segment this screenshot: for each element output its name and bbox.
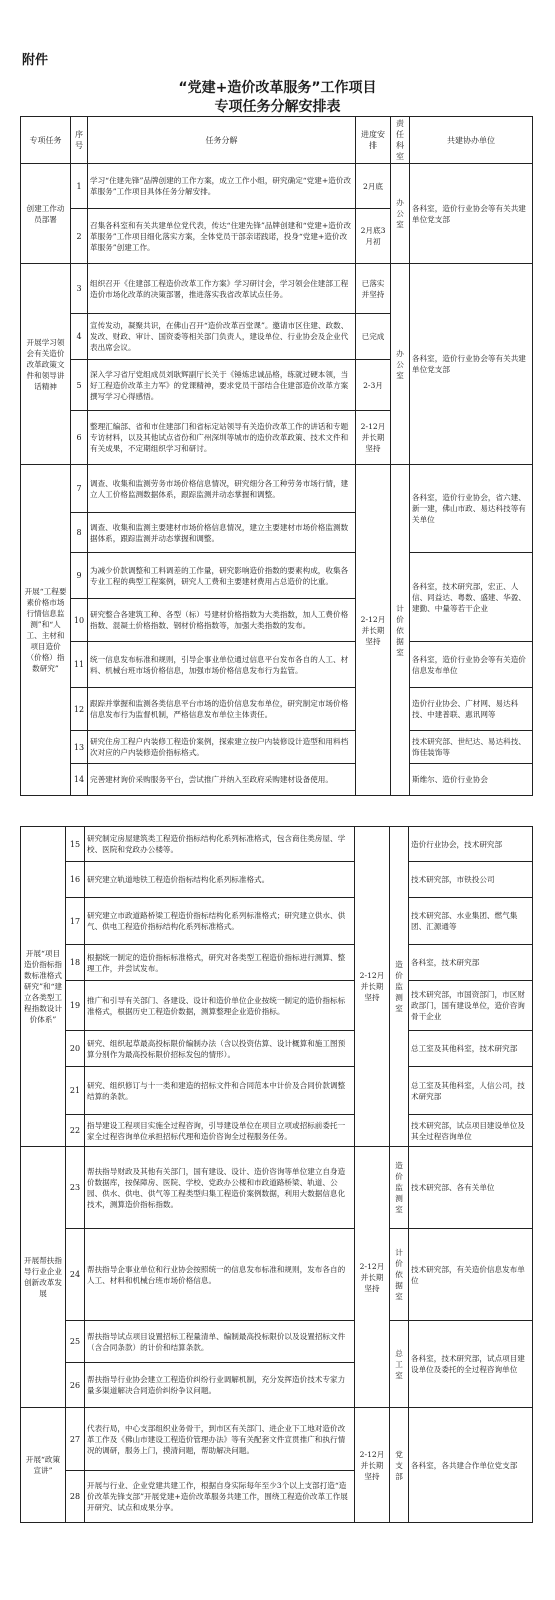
row-number: 23	[66, 1147, 85, 1229]
table-row	[21, 465, 533, 513]
table-row	[21, 764, 533, 796]
row-number: 2	[71, 209, 88, 264]
task-cell: 组织召开《住建部工程造价改革工作方案》学习研讨会，学习领会住建部工程造价市场化改革的决策部署，推进落实我省改革试点任务。	[88, 264, 356, 314]
attachment-label: 附件	[22, 53, 49, 68]
task-cell: 召集各科室和有关共建单位党代表，传达“住建先锋”品牌创建和“党建+造价改革服务”工作项目细化落实方案，全体党员干部亲诺践诺，投身“党建+造价改革服务”创建工作。	[88, 209, 356, 264]
task-cell: 调查、收集和监测主要建材市场价格信息情况，建立主要建材市场价格监测数据体系，跟踪监测并动态掌握和调整。	[88, 513, 356, 553]
task-cell: 统一信息发布标准和规则，引导企事业单位通过信息平台发布各自的人工、材料、机械台班市场价格信息，加强市场价格信息发布行为监管。	[88, 642, 356, 688]
units-cell: 各科室，技术研究部，宏正、人信、同益达、粤数、盛建、华盈、建勤、中量等若干企业	[410, 553, 533, 642]
category-cell: 创建工作动员部署	[21, 164, 71, 264]
table-row	[21, 553, 533, 599]
dept-cell: 计价依据室	[390, 1229, 409, 1321]
task-cell: 研究、组织起草最高投标限价编制办法（含以投资估算、设计概算和施工图预算分别作为最高投标限价招标发包的情形）。	[85, 1031, 355, 1067]
row-number: 7	[71, 465, 88, 513]
table-row	[21, 981, 533, 1031]
row-number: 6	[71, 411, 88, 465]
row-number: 24	[66, 1229, 85, 1321]
units-cell: 各科室，各共建合作单位党支部	[409, 1408, 533, 1523]
table-row	[21, 1031, 533, 1067]
category-cell: 开展帮扶指导行业企业创新改革发展	[21, 1147, 66, 1408]
units-cell: 技术研究部，市铁投公司	[409, 862, 533, 898]
row-number: 14	[71, 764, 88, 796]
units-cell: 技术研究部、水业集团、燃气集团、汇源通等	[409, 898, 533, 945]
row-number: 22	[66, 1115, 85, 1147]
row-number: 1	[71, 164, 88, 209]
dept-cell: 计价依据室	[391, 465, 410, 796]
units-cell: 各科室，技术研究部，试点项目建设单位及委托的全过程咨询单位	[409, 1321, 533, 1408]
table-row	[21, 731, 533, 764]
units-cell: 总工室及其他科室，技术研究部	[409, 1031, 533, 1067]
schedule-cell: 2月底3月初	[356, 209, 391, 264]
row-number: 19	[66, 981, 85, 1031]
category-cell: 开展“政策宣讲”	[21, 1408, 66, 1523]
task-cell: 帮扶指导财政及其他有关部门，国有建设、设计、造价咨询等单位建立自身造价数据库，按保障房、医院、学校、党政办公楼和市政道路桥梁、轨道、公园、供水、供电、供气等工程类型归集工程造价案例数据，利用大数据信息化技术，测算造价指标指数。	[85, 1147, 355, 1229]
task-cell: 指导建设工程项目实施全过程咨询，引导建设单位在项目立项或招标前委托一家全过程咨询单位承担招标代理和造价咨询全过程服务任务。	[85, 1115, 355, 1147]
schedule-cell: 已完成	[356, 314, 391, 360]
category-cell: 开展“工程要素价格市场行情信息监测”和“人工、主材和项目造价（价格）指数研究”	[21, 465, 71, 796]
table-row	[21, 862, 533, 898]
dept-cell: 总工室	[390, 1321, 409, 1408]
table-row	[21, 1115, 533, 1147]
header-units: 共建协办单位	[410, 117, 533, 164]
table-row	[21, 1229, 533, 1321]
row-number: 18	[66, 945, 85, 981]
row-number: 28	[66, 1471, 85, 1523]
header-schedule: 进度安排	[356, 117, 391, 164]
task-cell: 研究建立市政道路桥梁工程造价指标结构化系列标准格式；研究建立供水、供气、供电工程造价指标结构化系列标准格式。	[85, 898, 355, 945]
table-row	[21, 945, 533, 981]
table-row	[21, 1321, 533, 1363]
row-number: 5	[71, 360, 88, 411]
row-number: 16	[66, 862, 85, 898]
units-cell: 各科室，技术研究部	[409, 945, 533, 981]
task-cell: 学习“住建先锋”品牌创建的工作方案，成立工作小组，研究确定“党建+造价改革服务”工作项目具体任务分解安排。	[88, 164, 356, 209]
task-cell: 研究、组织修订与十一类和建造的招标文件和合同范本中计价及合同价款调整结算的条款。	[85, 1067, 355, 1115]
units-cell: 斯维尔、造价行业协会	[410, 764, 533, 796]
task-cell: 研究制定房屋建筑类工程造价指标结构化系列标准格式，包含商住类房屋、学校、医院和党政办公楼等。	[85, 827, 355, 862]
schedule-cell: 2-12月并长期坚持	[355, 827, 390, 1147]
schedule-cell: 2-12月并长期坚持	[356, 411, 391, 465]
units-cell: 各科室，造价行业协会等有关造价信息发布单位	[410, 642, 533, 688]
table-row	[21, 1408, 533, 1471]
task-cell: 帮扶指导试点项目设置招标工程量清单、编制最高投标限价以及设置招标文件（含合同条款）的计价和结算条款。	[85, 1321, 355, 1363]
table-row	[21, 642, 533, 688]
task-cell: 宣传发动，凝聚共识，在佛山召开“造价改革百堂课”。邀请市区住建、政数、发改、财政、审计、国资委等相关部门负责人，建设单位、行业协会及企业代表出席会议。	[88, 314, 356, 360]
task-cell: 开展与行业、企业党建共建工作，根据自身实际每年至少3个以上支部打造“造价改革先锋支部”开展党建+造价改革服务共建工作，围绕工程造价改革工作展开研究、试点和成果分享。	[85, 1471, 355, 1523]
table-row	[21, 688, 533, 731]
header-num: 序号	[71, 117, 88, 164]
units-cell: 技术研究部，有关造价信息发布单位	[409, 1229, 533, 1321]
task-table-part1	[20, 116, 533, 796]
table-header-row	[21, 117, 533, 164]
dept-cell: 造价监测室	[390, 1147, 409, 1229]
row-number: 3	[71, 264, 88, 314]
schedule-cell: 2-3月	[356, 360, 391, 411]
units-cell: 各科室，造价行业协会等有关共建单位党支部	[410, 264, 533, 465]
task-table-part2	[20, 826, 533, 1523]
row-number: 13	[71, 731, 88, 764]
units-cell: 总工室及其他科室，人信公司，技术研究部	[409, 1067, 533, 1115]
task-cell: 代表行局，中心支部组织业务骨干，到市区有关部门、进企业下工地对造价改革工作及《佛山市建设工程造价管理办法》等有关配套文件宣贯推广和执行情况的调研，服务上门，摸清问题，帮助解决问题。	[85, 1408, 355, 1471]
dept-cell: 办公室	[391, 264, 410, 465]
header-category: 专项任务	[21, 117, 71, 164]
row-number: 4	[71, 314, 88, 360]
task-cell: 深入学习省厅党组成员刘耿辉副厅长关于《锤炼忠诚品格，练就过硬本领，当好工程造价改革主力军》的党课精神，要求党员干部结合住建部造价改革方案撰写学习心得感悟。	[88, 360, 356, 411]
row-number: 26	[66, 1363, 85, 1408]
table-row	[21, 1147, 533, 1229]
row-number: 21	[66, 1067, 85, 1115]
task-cell: 根据统一制定的造价指标标准格式，研究对各类型工程造价指标进行测算、整理工作，并尝试发布。	[85, 945, 355, 981]
table-row	[21, 827, 533, 862]
dept-cell: 造价监测室	[390, 827, 409, 1147]
task-cell: 研究建立轨道地铁工程造价指标结构化系列标准格式。	[85, 862, 355, 898]
units-cell: 技术研究部，市国资部门，市区财政部门，国有建设单位，造价咨询骨干企业	[409, 981, 533, 1031]
units-cell: 造价行业协会、广材网、易达科技、中建普联、惠讯网等	[410, 688, 533, 731]
schedule-cell: 2-12月并长期坚持	[356, 465, 391, 796]
schedule-cell: 2-12月并长期坚持	[355, 1408, 390, 1523]
task-cell: 研究整合各建筑工种、各型（标）号建材价格指数为大类指数，加人工费价格指数、混凝土价格指数、钢材价格指数等，加强大类指数的发布。	[88, 599, 356, 642]
dept-cell: 党支部	[390, 1408, 409, 1523]
units-cell: 各科室，造价行业协会，省六建、新一建，佛山市政、易达科技等有关单位	[410, 465, 533, 553]
row-number: 15	[66, 827, 85, 862]
row-number: 12	[71, 688, 88, 731]
category-cell: 开展学习领会有关造价改革政策文件和领导讲话精神	[21, 264, 71, 465]
task-cell: 完善建材询价采购服务平台，尝试推广并纳入至政府采购建材设备使用。	[88, 764, 356, 796]
header-task: 任务分解	[88, 117, 356, 164]
row-number: 20	[66, 1031, 85, 1067]
units-cell: 造价行业协会，技术研究部	[409, 827, 533, 862]
category-cell: 开展“项目造价指标指数标准格式研究”和“建立各类型工程指数设计价体系”	[21, 827, 66, 1147]
document-title: “党建+造价改革服务”工作项目	[178, 80, 377, 96]
row-number: 27	[66, 1408, 85, 1471]
table-row	[21, 898, 533, 945]
units-cell: 技术研究部，试点项目建设单位及其全过程咨询单位	[409, 1115, 533, 1147]
row-number: 25	[66, 1321, 85, 1363]
task-cell: 为减少价款调整和工料调差的工作量，研究影响造价指数的要素构成，收集各专业工程的典型工程案例，研究人工费和主要建材费用占总造价的比重。	[88, 553, 356, 599]
units-cell: 技术研究部、各有关单位	[409, 1147, 533, 1229]
dept-cell: 办公室	[391, 164, 410, 264]
row-number: 11	[71, 642, 88, 688]
task-cell: 推广和引导有关部门、各建设、设计和造价单位企业按统一制定的造价指标标准格式，根据历史工程造价数据，测算整理企业造价指标。	[85, 981, 355, 1031]
task-cell: 整理汇编部、省和市住建部门和省标定站领导有关造价改革工作的讲话和专题专访材料，以及其他试点省份和广州深圳等城市的造价改革政策、技术文件和有关成果，不定期组织学习和研讨。	[88, 411, 356, 465]
task-cell: 跟踪并掌握和监测各类信息平台市场的造价信息发布单位，研究制定市场价格信息发布行为监督机制，严格信息发布单位主体责任。	[88, 688, 356, 731]
schedule-cell: 2-12月并长期坚持	[355, 1147, 390, 1408]
task-cell: 帮扶指导企事业单位和行业协会按照统一的信息发布标准和规则，发布各自的人工、材料和机械台班市场价格信息。	[85, 1229, 355, 1321]
schedule-cell: 2月底	[356, 164, 391, 209]
table-row	[21, 264, 533, 314]
table-row	[21, 164, 533, 209]
row-number: 17	[66, 898, 85, 945]
row-number: 9	[71, 553, 88, 599]
task-cell: 研究住房工程户内装修工程造价案例，探索建立按户内装修设计造型和用料档次对应的户内装修造价指标格式。	[88, 731, 356, 764]
units-cell: 各科室，造价行业协会等有关共建单位党支部	[410, 164, 533, 264]
task-cell: 调查、收集和监测劳务市场价格信息情况，研究细分各工种劳务市场行情，建立人工价格监测数据体系，跟踪监测并动态掌握和调整。	[88, 465, 356, 513]
task-cell: 帮扶指导行业协会建立工程造价纠纷行业调解机制，充分发挥造价技术专家力量多渠道解决合同造价纠纷争议问题。	[85, 1363, 355, 1408]
units-cell: 技术研究部、世纪达、易达科技、饰佳装饰等	[410, 731, 533, 764]
row-number: 8	[71, 513, 88, 553]
header-dept: 责任科室	[391, 117, 410, 164]
document-subtitle: 专项任务分解安排表	[214, 99, 341, 115]
schedule-cell: 已落实并坚持	[356, 264, 391, 314]
table-row	[21, 1067, 533, 1115]
row-number: 10	[71, 599, 88, 642]
